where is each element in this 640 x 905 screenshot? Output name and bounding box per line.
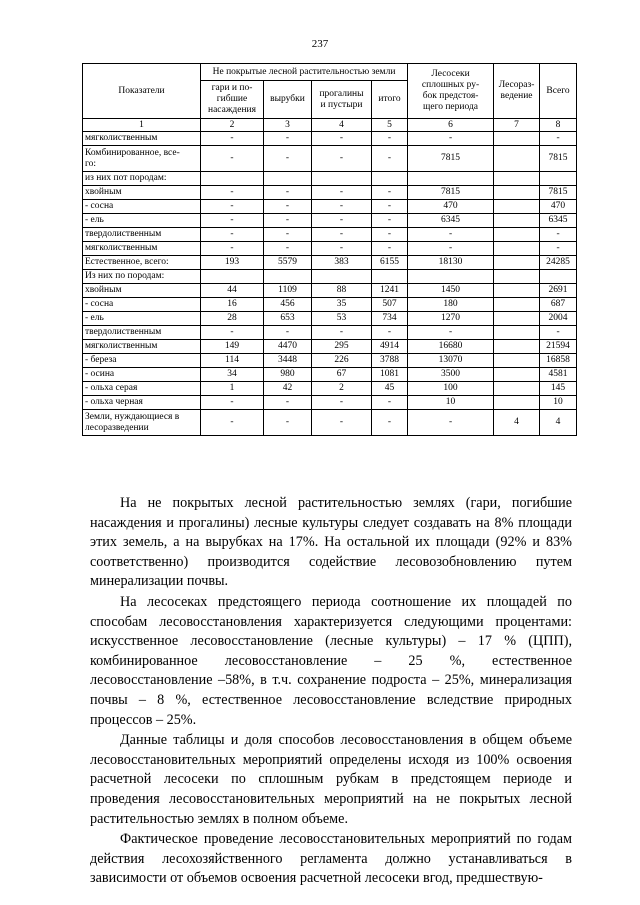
table-cell: - [264,186,312,200]
table-cell: 3448 [264,354,312,368]
table-cell: - [201,186,264,200]
table-cell: - [540,132,577,146]
table-row [83,340,577,354]
table-cell: - [372,214,408,228]
table-cell: 1081 [372,368,408,382]
table-cell: 1109 [264,284,312,298]
table-cell: 226 [312,354,372,368]
table-cell [494,200,540,214]
table-cell: - [264,326,312,340]
table-cell [494,242,540,256]
table-cell: - [372,410,408,436]
table-cell [408,172,494,186]
row-label: твердолиственным [83,326,201,340]
table-cell [494,270,540,284]
table-row [83,368,577,382]
row-label: твердолиственным [83,228,201,242]
table-cell [494,382,540,396]
table-cell: - [201,146,264,172]
table-cell: - [312,200,372,214]
table-cell: - [201,214,264,228]
table-cell: 4581 [540,368,577,382]
header-burned: гари и по- гибшие насаждения [201,81,264,119]
table-row [83,298,577,312]
table-cell: - [312,132,372,146]
table-cell: - [372,396,408,410]
table-cell: 6155 [372,256,408,270]
table-cell [494,312,540,326]
table-row [83,396,577,410]
page-number: 237 [311,38,329,50]
table-cell [494,354,540,368]
table-cell: 35 [312,298,372,312]
row-label: мягколиственным [83,340,201,354]
table-cell: 18130 [408,256,494,270]
paragraph: На не покрытых лесной растительностью землях (гари, погибшие насаждения и прогалины) лесные культуры следует создавать на 8% площади этих земель, а на вырубках на 17%. На остальной их площади (92% и 83% соответственно) производится содействие лесовозобновлению путем минерализации почвы. [90,495,572,590]
table-cell: 3500 [408,368,494,382]
table-cell: - [201,228,264,242]
row-label: - ель [83,214,201,228]
header-total: Всего [540,64,577,119]
paragraph: На лесосеках предстоящего периода соотношение их площадей по способам лесовосстановления характеризуется следующими процентами: искусственное лесовосстановление (лесные культуры) – 17 % (ЦПП), комбинированное лесовосстановление – 25 %, естественное лесовосстановление –58%, в т.ч. сохранение подроста – 25%, минерализация почвы – 8 %, естественное лесовосстановление вследствие природных процессов – 25%. [90,593,572,728]
table-cell: - [372,186,408,200]
table-cell: - [264,132,312,146]
table-cell: 67 [312,368,372,382]
table-cell: 13070 [408,354,494,368]
header-glades: прогалины и пустыри [312,81,372,119]
table-cell: - [264,214,312,228]
table-cell: 28 [201,312,264,326]
table-row [83,256,577,270]
table-cell: - [540,242,577,256]
row-label: из них пот породам: [83,172,201,186]
paragraph: Данные таблицы и доля способов лесовосстановления в общем объеме лесовосстановительных мероприятий определены исходя из 100% освоения расчетной лесосеки по сплошным рубкам в предстоящем периоде и проведения лесовосстановительных мероприятий на не покрытых лесной растительностью землях в полном объеме. [90,732,572,827]
table-cell: 1 [201,382,264,396]
table-cell [264,270,312,284]
table-cell: 7815 [408,146,494,172]
row-label: Земли, нуждающиеся в лесоразведении [83,410,201,436]
table-cell: 4470 [264,340,312,354]
table-cell: - [408,228,494,242]
table-cell [494,146,540,172]
table-cell: 145 [540,382,577,396]
table-row [83,172,577,186]
table-cell: 2004 [540,312,577,326]
table-cell: 470 [540,200,577,214]
table-cell: 6345 [408,214,494,228]
reforestation-table [82,63,577,436]
table-cell: - [408,326,494,340]
table-cell: 3788 [372,354,408,368]
column-number: 5 [372,119,408,132]
row-label: мягколиственным [83,132,201,146]
table-cell: - [201,326,264,340]
table-cell: 295 [312,340,372,354]
table-cell [540,172,577,186]
table-row [83,410,577,436]
row-label: - береза [83,354,201,368]
table-cell [494,186,540,200]
table-cell [494,396,540,410]
table-cell: - [372,228,408,242]
table-cell: 2 [312,382,372,396]
header-cutting-areas: Лесосеки сплошных ру- бок предстоя- щего периода [408,64,494,119]
column-number: 2 [201,119,264,132]
table-cell [494,228,540,242]
table-cell: 7815 [540,146,577,172]
row-label: мягколиственным [83,242,201,256]
body-text [90,494,572,890]
table-row [83,312,577,326]
table-cell: - [264,242,312,256]
table-cell: 507 [372,298,408,312]
table-cell: - [408,132,494,146]
table-cell: 24285 [540,256,577,270]
table-cell [312,270,372,284]
header-not-covered: Не покрытые лесной растительностью земли [201,64,408,81]
row-label: хвойным [83,284,201,298]
row-label: - сосна [83,298,201,312]
table-cell: - [264,228,312,242]
column-number: 8 [540,119,577,132]
table-cell: 5579 [264,256,312,270]
table-cell: 4914 [372,340,408,354]
table-cell: 42 [264,382,312,396]
table-row [83,270,577,284]
table-cell [494,132,540,146]
table-cell [494,284,540,298]
table-cell: 180 [408,298,494,312]
table-cell: - [201,132,264,146]
table-cell [312,172,372,186]
row-label: хвойным [83,186,201,200]
table-cell: 114 [201,354,264,368]
table-cell: - [201,242,264,256]
table-cell [372,270,408,284]
table-cell: - [312,228,372,242]
table-cell: 383 [312,256,372,270]
table-cell [264,172,312,186]
table-cell [494,298,540,312]
row-label: - осина [83,368,201,382]
table-row [83,200,577,214]
table-cell: - [201,200,264,214]
table-cell [201,172,264,186]
table-cell: - [408,242,494,256]
table-cell: 45 [372,382,408,396]
table-cell [540,270,577,284]
table-cell: 4 [494,410,540,436]
column-number: 6 [408,119,494,132]
table-cell: - [201,396,264,410]
table-row [83,382,577,396]
table-cell: 44 [201,284,264,298]
column-number: 1 [83,119,201,132]
table-cell [494,326,540,340]
header-cuttings: вырубки [264,81,312,119]
table-cell: - [264,200,312,214]
column-number: 3 [264,119,312,132]
header-total-sub: итого [372,81,408,119]
table-cell: 1241 [372,284,408,298]
paragraph: Фактическое проведение лесовосстановительных мероприятий по годам действия лесохозяйственного регламента должно устанавливаться в зависимости от объемов освоения расчетной лесосеки вгод, предшествую- [90,831,572,887]
table-cell: - [312,396,372,410]
table-cell: 7815 [408,186,494,200]
table-cell [494,214,540,228]
table-cell: 456 [264,298,312,312]
table-cell: - [372,200,408,214]
row-label: - ольха черная [83,396,201,410]
table-cell: 34 [201,368,264,382]
table-cell [494,172,540,186]
row-label: Естественное, всего: [83,256,201,270]
table-cell: - [264,146,312,172]
table-cell: - [312,186,372,200]
table-body [83,119,577,436]
table-cell: 53 [312,312,372,326]
table-cell: 4 [540,410,577,436]
table-cell: - [264,396,312,410]
row-label: Комбинированное, все- го: [83,146,201,172]
table-cell: - [312,326,372,340]
table-cell: - [540,228,577,242]
table-cell: 100 [408,382,494,396]
table-cell: - [540,326,577,340]
row-label: Из них по породам: [83,270,201,284]
table-cell: 16858 [540,354,577,368]
table-row [83,132,577,146]
table-cell [494,368,540,382]
table-cell: - [372,146,408,172]
table-row [83,214,577,228]
table-cell [494,256,540,270]
table-cell: - [312,146,372,172]
table-cell: - [372,242,408,256]
table-cell: - [372,326,408,340]
table-row [83,284,577,298]
column-number: 7 [494,119,540,132]
table-cell: 6345 [540,214,577,228]
table-cell: 653 [264,312,312,326]
row-label: - ольха серая [83,382,201,396]
table-cell: - [312,242,372,256]
table-row [83,228,577,242]
table-cell: 16680 [408,340,494,354]
table-cell [494,340,540,354]
table-cell: - [408,410,494,436]
row-label: - ель [83,312,201,326]
table-cell: - [312,410,372,436]
header-reforestation: Лесораз- ведение [494,64,540,119]
table-cell: 21594 [540,340,577,354]
table-cell: 470 [408,200,494,214]
table-cell: 193 [201,256,264,270]
table-row [83,242,577,256]
table-cell: 10 [540,396,577,410]
table-cell [372,172,408,186]
table-cell [201,270,264,284]
row-label: - сосна [83,200,201,214]
table-cell: 980 [264,368,312,382]
table-cell: - [372,132,408,146]
table-cell: - [312,214,372,228]
table-cell: 10 [408,396,494,410]
table-cell: 1270 [408,312,494,326]
table-row [83,146,577,172]
table-cell: - [201,410,264,436]
table-cell: 149 [201,340,264,354]
table-row [83,186,577,200]
table-cell: 16 [201,298,264,312]
column-numbers-row [83,119,577,132]
table-cell: 687 [540,298,577,312]
table-cell: 7815 [540,186,577,200]
table-cell [408,270,494,284]
table-cell: 2691 [540,284,577,298]
table-row [83,326,577,340]
column-number: 4 [312,119,372,132]
table-cell: - [264,410,312,436]
header-indicators: Показатели [83,64,201,119]
table-cell: 734 [372,312,408,326]
table-row [83,354,577,368]
table-cell: 88 [312,284,372,298]
table-cell: 1450 [408,284,494,298]
